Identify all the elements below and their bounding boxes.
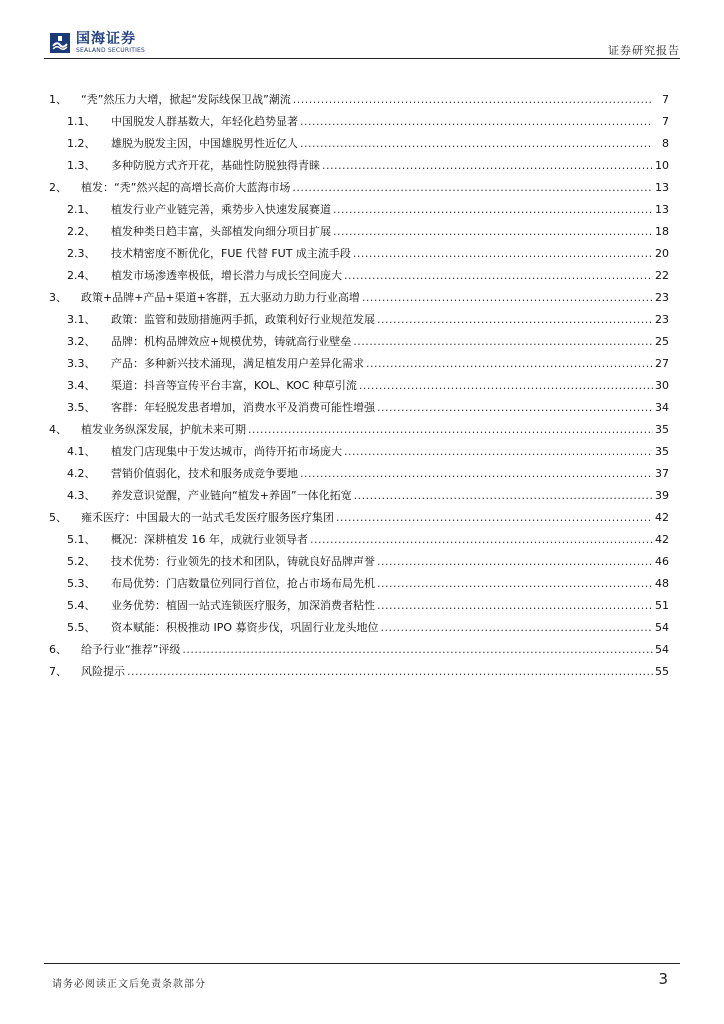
page-number: 3 [658,970,668,988]
toc-entry-number: 7、 [49,665,67,678]
toc-entry-page: 51 [655,599,669,612]
toc-entry-number: 5.1、 [67,533,96,546]
toc-entry-page: 42 [655,511,669,524]
toc-subentry[interactable] [49,326,669,348]
toc-subentry[interactable] [49,524,669,546]
toc-entry-page: 20 [655,247,669,260]
toc-leader-dots [366,357,653,370]
toc-entry-number: 4.3、 [67,489,96,502]
toc-entry-title: 给予行业“推荐”评级 [81,643,181,656]
toc-subentry[interactable] [49,348,669,370]
toc-entry-title: 概况：深耕植发 16 年，成就行业领导者 [111,533,308,546]
toc-entry-title: 业务优势：植固一站式连锁医疗服务，加深消费者粘性 [111,599,375,612]
toc-entry-title: 雍禾医疗：中国最大的一站式毛发医疗服务医疗集团 [81,511,334,524]
toc-leader-dots [344,269,653,282]
toc-entry-page: 30 [655,379,669,392]
toc-entry-page: 13 [655,181,669,194]
toc-entry-page: 35 [655,445,669,458]
toc-subentry[interactable] [49,128,669,150]
toc-entry-title: 客群：年轻脱发患者增加，消费水平及消费可能性增强 [111,401,375,414]
toc-entry-number: 4.2、 [67,467,96,480]
toc-entry-title: 风险提示 [81,665,125,678]
toc-entry-page: 54 [655,643,669,656]
toc-entry-number: 3.3、 [67,357,96,370]
toc-subentry[interactable] [49,194,669,216]
toc-subentry[interactable] [49,392,669,414]
toc-entry-page: 23 [655,291,669,304]
table-of-contents [49,84,669,678]
toc-entry-title: “秃”然压力大增，掀起“发际线保卫战”潮流 [81,93,291,106]
toc-entry-number: 5.2、 [67,555,96,568]
toc-entry-number: 1.1、 [67,115,96,128]
company-logo [50,32,145,54]
toc-entry-number: 1、 [49,93,67,106]
sealand-logo-icon [50,33,70,53]
toc-entry-page: 37 [655,467,669,480]
toc-entry-number: 2、 [49,181,67,194]
toc-leader-dots [344,445,653,458]
toc-subentry[interactable] [49,216,669,238]
toc-entry-number: 3.5、 [67,401,96,414]
toc-entry-title: 植发行业产业链完善，乘势步入快速发展赛道 [111,203,331,216]
toc-subentry[interactable] [49,106,669,128]
toc-leader-dots [322,159,653,172]
toc-subentry[interactable] [49,370,669,392]
toc-entry-title: 植发种类日趋丰富，头部植发向细分项目扩展 [111,225,331,238]
toc-entry-title: 资本赋能：积极推动 IPO 募资步伐，巩固行业龙头地位 [111,621,379,634]
toc-entry-title: 技术优势：行业领先的技术和团队，铸就良好品牌声誉 [111,555,375,568]
toc-entry-number: 1.2、 [67,137,96,150]
page-header [44,30,680,59]
toc-entry-title: 政策：监管和鼓励措施两手抓，政策利好行业规范发展 [111,313,375,326]
toc-entry-title: 植发：“秃”然兴起的高增长高价大蓝海市场 [81,181,291,194]
toc-entry-number: 5、 [49,511,67,524]
toc-entry-number: 3.1、 [67,313,96,326]
toc-entry-page: 23 [655,313,669,326]
toc-leader-dots [362,291,653,304]
toc-entry-number: 4.1、 [67,445,96,458]
toc-entry-title: 技术精密度不断优化，FUE 代替 FUT 成主流手段 [111,247,351,260]
toc-entry-number: 1.3、 [67,159,96,172]
toc-entry-page: 13 [655,203,669,216]
toc-entry[interactable] [49,634,669,656]
toc-leader-dots [293,93,653,106]
footer-disclaimer: 请务必阅读正文后免责条款部分 [52,979,206,990]
toc-leader-dots [300,467,653,480]
toc-leader-dots [353,247,653,260]
toc-subentry[interactable] [49,546,669,568]
toc-entry-page: 35 [655,423,669,436]
toc-entry-title: 品牌：机构品牌效应+规模优势，铸就高行业壁垒 [111,335,352,348]
toc-subentry[interactable] [49,480,669,502]
toc-leader-dots [310,533,653,546]
report-type-label: 证券研究报告 [608,44,680,57]
toc-entry-page: 39 [655,489,669,502]
toc-subentry[interactable] [49,458,669,480]
toc-entry-number: 5.5、 [67,621,96,634]
toc-entry-page: 48 [655,577,669,590]
toc-subentry[interactable] [49,304,669,326]
toc-entry[interactable] [49,84,669,106]
toc-entry-number: 2.3、 [67,247,96,260]
footer-rule [44,963,680,965]
toc-entry-page: 55 [655,665,669,678]
toc-entry-number: 2.1、 [67,203,96,216]
toc-entry[interactable] [49,502,669,524]
toc-entry-number: 5.3、 [67,577,96,590]
toc-entry-page: 7 [662,115,669,128]
toc-leader-dots [359,379,653,392]
toc-leader-dots [300,115,653,128]
toc-entry-title: 植发业务纵深发展，护航未来可期 [81,423,246,436]
toc-entry-title: 植发市场渗透率极低，增长潜力与成长空间庞大 [111,269,342,282]
toc-entry-page: 25 [655,335,669,348]
toc-entry-page: 7 [662,93,669,106]
toc-subentry[interactable] [49,436,669,458]
toc-leader-dots [377,599,653,612]
toc-entry-page: 8 [662,137,669,150]
toc-subentry[interactable] [49,238,669,260]
toc-entry[interactable] [49,414,669,436]
toc-entry-title: 植发门店现集中于发达城市，尚待开拓市场庞大 [111,445,342,458]
toc-leader-dots [127,665,653,678]
toc-entry-title: 渠道：抖音等宣传平台丰富，KOL、KOC 种草引流 [111,379,357,392]
toc-entry-page: 10 [655,159,669,172]
toc-leader-dots [353,335,653,348]
logo-chinese-name: 国海证券 [76,31,136,47]
toc-entry-number: 3.2、 [67,335,96,348]
toc-leader-dots [354,489,653,502]
toc-entry-number: 2.2、 [67,225,96,238]
toc-leader-dots [377,313,653,326]
toc-leader-dots [248,423,653,436]
toc-subentry[interactable] [49,590,669,612]
toc-entry-page: 18 [655,225,669,238]
toc-leader-dots [377,577,653,590]
toc-subentry[interactable] [49,260,669,282]
toc-entry-page: 46 [655,555,669,568]
toc-entry[interactable] [49,282,669,304]
toc-entry-page: 34 [655,401,669,414]
toc-leader-dots [182,643,653,656]
toc-subentry[interactable] [49,150,669,172]
toc-leader-dots [336,511,653,524]
toc-entry[interactable] [49,172,669,194]
toc-entry-number: 3、 [49,291,67,304]
toc-entry-title: 中国脱发人群基数大，年轻化趋势显著 [111,115,298,128]
toc-leader-dots [377,555,653,568]
logo-english-name: SEALAND SECURITIES [76,47,146,54]
toc-subentry[interactable] [49,568,669,590]
toc-leader-dots [300,137,653,150]
toc-subentry[interactable] [49,612,669,634]
toc-entry-title: 养发意识觉醒，产业链向“植发+养固”一体化拓宽 [111,489,352,502]
toc-entry-number: 5.4、 [67,599,96,612]
toc-leader-dots [333,225,653,238]
toc-entry-page: 22 [655,269,669,282]
toc-entry-number: 4、 [49,423,67,436]
toc-entry[interactable] [49,656,669,678]
toc-entry-page: 42 [655,533,669,546]
toc-entry-number: 3.4、 [67,379,96,392]
toc-entry-page: 27 [655,357,669,370]
toc-entry-page: 54 [655,621,669,634]
toc-leader-dots [292,181,653,194]
toc-leader-dots [333,203,653,216]
toc-leader-dots [377,401,653,414]
toc-entry-title: 产品：多种新兴技术涌现，满足植发用户差异化需求 [111,357,364,370]
toc-entry-title: 布局优势：门店数量位列同行首位，抢占市场布局先机 [111,577,375,590]
toc-entry-title: 多种防脱方式齐开花，基础性防脱独得青睐 [111,159,320,172]
toc-entry-title: 雄脱为脱发主因，中国雄脱男性近亿人 [111,137,298,150]
toc-entry-title: 政策+品牌+产品+渠道+客群，五大驱动力助力行业高增 [81,291,360,304]
toc-entry-title: 营销价值弱化，技术和服务成竞争要地 [111,467,298,480]
toc-entry-number: 2.4、 [67,269,96,282]
toc-entry-number: 6、 [49,643,67,656]
toc-leader-dots [381,621,653,634]
